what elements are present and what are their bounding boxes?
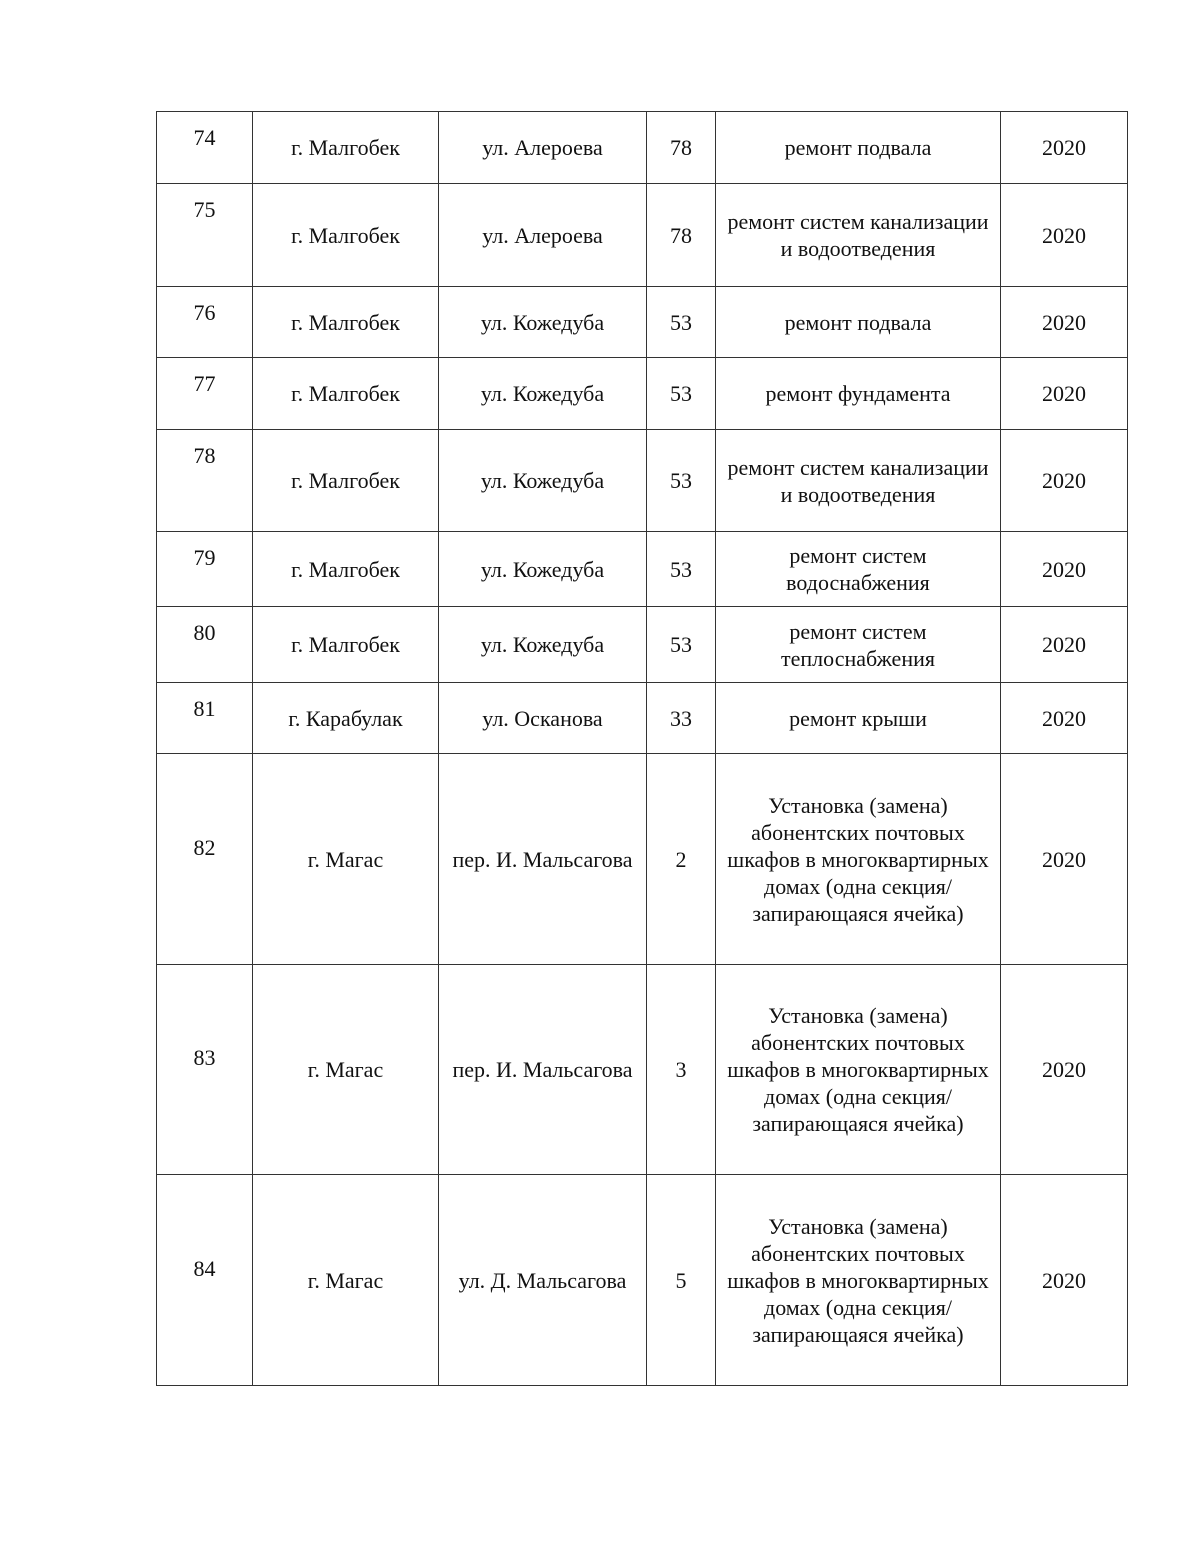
work-type-cell: ремонт фундамента — [716, 358, 1001, 430]
street-cell: ул. Кожедуба — [439, 532, 647, 607]
row-number-text: 83 — [193, 1045, 216, 1070]
year-cell: 2020 — [1001, 965, 1128, 1175]
house-cell: 53 — [647, 358, 716, 430]
work-type-cell: Установка (замена) абонентских почтовых шкафов в многоквартирных домах (одна секция/запирающаяся ячейка) — [716, 965, 1001, 1175]
street-cell: ул. Д. Мальсагова — [439, 1175, 647, 1386]
street-cell: ул. Кожедуба — [439, 607, 647, 683]
table-row — [157, 112, 1128, 184]
work-type-cell: Установка (замена) абонентских почтовых шкафов в многоквартирных домах (одна секция/запирающаяся ячейка) — [716, 1175, 1001, 1386]
table-row — [157, 430, 1128, 532]
year-cell: 2020 — [1001, 112, 1128, 184]
work-type-cell: ремонт крыши — [716, 683, 1001, 754]
row-number: 76 — [157, 287, 253, 358]
row-number-text: 84 — [193, 1255, 216, 1281]
year-cell: 2020 — [1001, 754, 1128, 965]
house-cell: 53 — [647, 532, 716, 607]
work-type-cell: ремонт подвала — [716, 112, 1001, 184]
city-cell: г. Малгобек — [253, 607, 439, 683]
year-cell: 2020 — [1001, 607, 1128, 683]
table-row — [157, 1175, 1128, 1386]
house-cell: 5 — [647, 1175, 716, 1386]
table-row — [157, 184, 1128, 287]
city-cell: г. Малгобек — [253, 287, 439, 358]
street-cell: ул. Кожедуба — [439, 430, 647, 532]
row-number: 79 — [157, 532, 253, 607]
row-number: 81 — [157, 683, 253, 754]
house-cell: 2 — [647, 754, 716, 965]
street-cell: ул. Кожедуба — [439, 358, 647, 430]
city-cell: г. Малгобек — [253, 532, 439, 607]
table-row — [157, 287, 1128, 358]
year-cell: 2020 — [1001, 287, 1128, 358]
house-cell: 3 — [647, 965, 716, 1175]
year-cell: 2020 — [1001, 1175, 1128, 1386]
street-cell: ул. Алероева — [439, 184, 647, 287]
house-cell: 53 — [647, 607, 716, 683]
city-cell: г. Малгобек — [253, 358, 439, 430]
work-type-cell: Установка (замена) абонентских почтовых шкафов в многоквартирных домах (одна секция/запирающаяся ячейка) — [716, 754, 1001, 965]
row-number: 74 — [157, 112, 253, 184]
row-number: 80 — [157, 607, 253, 683]
street-cell: пер. И. Мальсагова — [439, 754, 647, 965]
work-type-cell: ремонт подвала — [716, 287, 1001, 358]
house-cell: 33 — [647, 683, 716, 754]
table-row — [157, 358, 1128, 430]
street-cell: ул. Осканова — [439, 683, 647, 754]
city-cell: г. Магас — [253, 754, 439, 965]
city-cell: г. Малгобек — [253, 184, 439, 287]
street-cell: ул. Алероева — [439, 112, 647, 184]
table-row — [157, 754, 1128, 965]
row-number — [157, 1175, 253, 1386]
street-cell: ул. Кожедуба — [439, 287, 647, 358]
table-row — [157, 683, 1128, 754]
year-cell: 2020 — [1001, 184, 1128, 287]
repair-schedule-table — [156, 111, 1128, 1386]
house-cell: 53 — [647, 287, 716, 358]
city-cell: г. Карабулак — [253, 683, 439, 754]
table-row — [157, 607, 1128, 683]
house-cell: 78 — [647, 184, 716, 287]
row-number: 78 — [157, 430, 253, 532]
row-number: 77 — [157, 358, 253, 430]
work-type-cell: ремонт систем канализации и водоотведения — [716, 184, 1001, 287]
house-cell: 53 — [647, 430, 716, 532]
city-cell: г. Малгобек — [253, 430, 439, 532]
table-body — [157, 112, 1128, 1386]
row-number — [157, 754, 253, 965]
city-cell: г. Малгобек — [253, 112, 439, 184]
city-cell: г. Магас — [253, 965, 439, 1175]
house-cell: 78 — [647, 112, 716, 184]
row-number — [157, 965, 253, 1175]
table-row — [157, 965, 1128, 1175]
year-cell: 2020 — [1001, 532, 1128, 607]
work-type-cell: ремонт систем теплоснабжения — [716, 607, 1001, 683]
work-type-cell: ремонт систем канализации и водоотведения — [716, 430, 1001, 532]
year-cell: 2020 — [1001, 430, 1128, 532]
year-cell: 2020 — [1001, 683, 1128, 754]
city-cell: г. Магас — [253, 1175, 439, 1386]
row-number-text: 82 — [193, 834, 216, 860]
row-number: 75 — [157, 184, 253, 287]
year-cell: 2020 — [1001, 358, 1128, 430]
street-cell: пер. И. Мальсагова — [439, 965, 647, 1175]
work-type-cell: ремонт систем водоснабжения — [716, 532, 1001, 607]
table-row — [157, 532, 1128, 607]
